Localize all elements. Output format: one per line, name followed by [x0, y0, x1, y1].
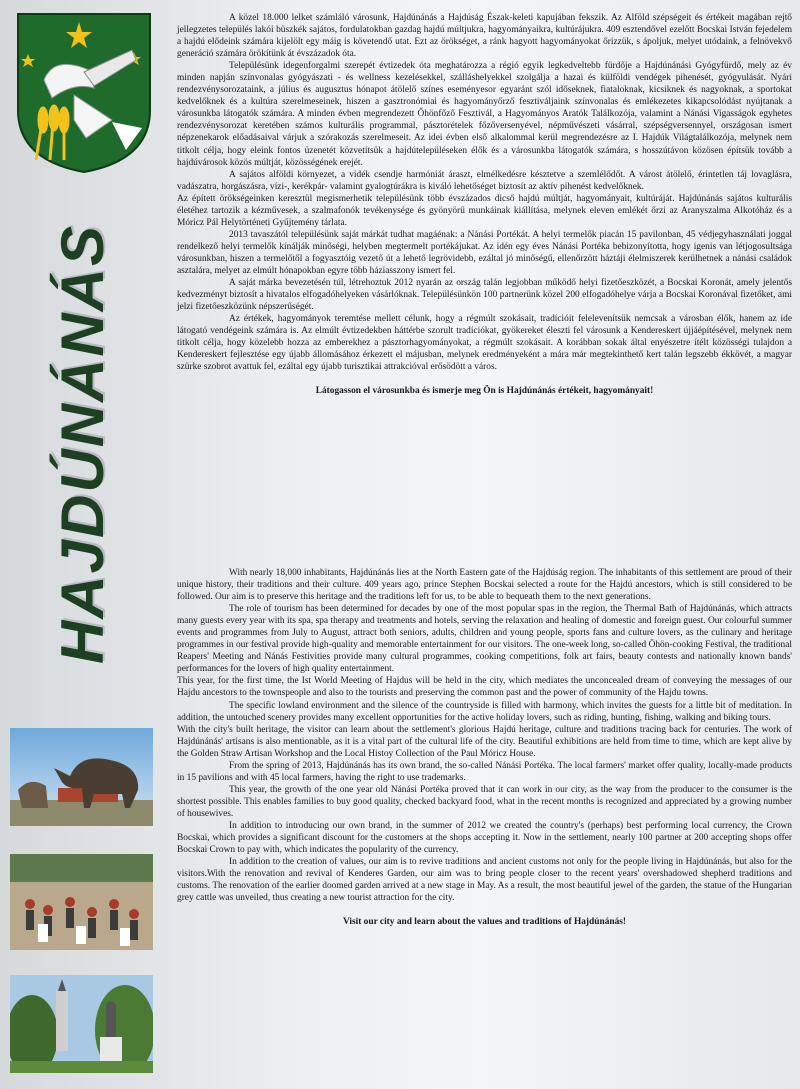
paragraph: A saját márka bevezetésén túl, létrehoztuk 2012 nyarán az ország talán legjobban működő helyi fizetőeszközét, a Bocskai Koronát, amely jelentős kedvezményt biztosít a hivatalos elfogadóhelyeken vásárlóknak. Településünkön 100 partnerünk közel 200 elfogadóhelye várja a Bocskai Koronával fizetőket, ami jelzi fizetőeszközünk népszerűségét.: [177, 278, 792, 313]
coat-of-arms: [14, 10, 154, 175]
english-text-column: [177, 567, 792, 928]
paragraph: With nearly 18,000 inhabitants, Hajdúnánás lies at the North Eastern gate of the Hajdúság region. The inhabitants of this settlement are proud of their unique history, their traditions and their culture. 409 years ago, prince Stephen Bocskai selected a route for the Hajdú ancestors, which is still considered to be followed. Our aim is to preserve this heritage and the traditions left for us, to be able to bequeath them to the next generations.: [177, 568, 792, 603]
paragraph: Településünk idegenforgalmi szerepét évtizedek óta meghatározza a régió egyik legkedveltebb fürdője a Hajdúnánási Gyógyfürdő, mely az év minden napján színvonalas gyógyászati - és wellness kezelésekkel, szálláshelyekkel szolgálja a hazai és külföldi vendégek pihenését, gyógyulását. Nyári rendezvénysorozataink, a július és augusztus hónapot átölelő színes eseményesor egyaránt szól időseknek, fiataloknak, kicsiknek és nagyoknak, a sportokat kedvelőknek és a kultúra szerelmeseinek, hiszen a gasztronómiai és hagyományőrző fesztiváljaink színvonalas és emlékezetes kikapcsolódást nyújtanak a városunkba látogatók számára. A minden évben megrendezett Őhönfőző Fesztivál, a Hagyományos Aratók Találkozója, valamint a Nánási Vigasságok egyhetes rendezvénysorozat keretében számos kulturális programmal, pásztorételek főzőversenyével, népművészeti vásárral, szépségversennyel, országosan ismert népzenekarok előadásaival várjuk a szórakozás szerelmeseit. Az idei évben első alkalommal kerül megrendezésre az I. Hajdúk Világtalálkozója, melynek nem titkolt célja, hogy eleink fontos üzenetét közvetítsük a hajdútelepüléseken élők és a városunkba látogatók számára, s hosszútávon közösen építsük tovább a hajdúvárosok közös múltját, közösségének erejét.: [177, 61, 792, 168]
paragraph: From the spring of 2013, Hajdúnánás has its own brand, the so-called Nánási Portéka. The local farmers' market offer quality, locally-made products in 15 pavilions and with 45 local farmers, having the right to use trademarks.: [177, 760, 792, 783]
coat-of-arms-icon: [14, 10, 154, 175]
paragraph: A sajátos alföldi környezet, a vidék csendje harmóniát áraszt, elmélkedésre késztetve a szemlélődőt. A várost átölelő, érintetlen táj lovaglásra, vadászatra, horgászásra, vízi-, kerékpár- valamint gyalogtúrákra is kiváló lehetőséget biztosít az aktív pihenést kedvelőknek.: [177, 169, 792, 192]
paragraph: 2013 tavaszától településünk saját márkát tudhat magáénak: a Nánási Portékát. A helyi termelők piacán 15 pavilonban, 45 védjegyhasználati joggal rendelkező helyi termelők kínálják minőségi, helyben megtermelt portékájukat. Az idén egy éves Nánási Portéka bebizonyította, hogy igenis van létjogosultsága városunkban, hiszen a termelőtől a fogyasztóig vezető út a lehető legrövidebb, ezáltal jó minőségű, ellenőrzött háztáji élelmiszerek kerülhetnek a nánási családok asztalára, melyet az elmúlt hónapokban egyre több háziasszony ismert fel.: [177, 229, 792, 276]
paragraph: This year, for the first time, the Ist World Meeting of Hajdus will be held in the city, which mediates the unconcealed dream of conveying the messages of our Hajdu ancestors to the townspeople and also to the tourists and preserving the common past and the power of community of the Hajdu towns.: [177, 676, 792, 699]
paragraph: Az épített örökségeinken keresztül megismerhetik településünk több évszázados dicső hajdú múltját, hagyományait, kultúráját. Hajdúnánás sajátos kulturális életéhez tartozik a kézművesek, a szalmafonók tevékenysége és gyönyörű munkáinak kiállítása, melynek eleven emlékét őrzi az Aranyszalma Alkotóház és a Móricz Pál Helytörténeti Gyűjtemény tárlata.: [177, 193, 792, 228]
paragraph: The role of tourism has been determined for decades by one of the most popular spas in the region, the Thermal Bath of Hajdúnánás, which attracts many guests every year with its spa, spa therapy and treatments and hotels, serving the relaxation and healing of domestic and foreign guest. Our colourful summer events and programmes from July to August, attract both seniors, adults, children and young people, sports fans and culture lovers, as the culinary and heritage programmes in our festival provide high-quality and memorable entertainment for our visitors. The one-week long, so-called Öhön-cooking Festival, the traditional Reapers' Meeting and Nánás Festivities provide many cultural programmes, cooking competitions, folk art fairs, beauty contests and nationally known bands' performances for the lovers of high quality entertainment.: [177, 604, 792, 675]
paragraph: This year, the growth of the one year old Nánási Portéka proved that it can work in our city, as the way from the producer to the consumer is the shortest possible. This enables families to buy good quality, checked backyard food, what in the recent months is recognized and appreciated by a growing number of housewives.: [177, 784, 792, 819]
photo-church-and-statue: [10, 975, 153, 1073]
call-to-action-hu: Látogasson el városunkba és ismerje meg Ön is Hajdúnánás értékeit, hagyományait!: [315, 386, 654, 397]
paragraph: Az értékek, hagyományok teremtése mellett célunk, hogy a régmúlt szokásait, tradícióit felelevenítsük nemcsak a városban élők, hanem az ide látogató vendégeink számára is. Az elmúlt évtizedekben háttérbe szorult tradíciókat, gyökereket éleszti fel városunk a Kendereskert újjáépítésével, melynek nem titkolt célja, hogy közelebb hozza az emberekhez a pásztorhagyományokat, a régmúlt szokásait. A korábban sokak által enyészetre ítélt közösségi tulajdon a Kendereskert fejlesztése egy újabb állomásához érkezett el májusban, melynek eredményeként a mára már megtekinthető kert talán legszebb ékkövét, a magyar szürke szobrot avattuk fel, ezáltal egy újabb turisztikai attrakcióval erősödött a város.: [177, 314, 792, 373]
hungarian-text-column: [177, 12, 792, 397]
paragraph: The specific lowland environment and the silence of the countryside is filled with harmony, which invites the guests for a little bit of meditation. In addition, the untouched scenery provides many excellent opportunities for the active holiday lovers, such as riding, hunting, fishing, walking and biking tours.: [177, 700, 792, 723]
call-to-action-en: Visit our city and learn about the values and traditions of Hajdúnánás!: [342, 917, 627, 928]
photo-festival-crowd: [10, 854, 153, 950]
photo-bull-statue: [10, 728, 153, 826]
paragraph: With the city's built heritage, the visitor can learn about the settlement's glorious Hajdú heritage, culture and traditions tracing back for centuries. The work of Hajdúnánás' artisans is also mentionable, as it is a vital part of the cultural life of the city. Beautiful exhibitions are held from time to time, which are kept alive by the Golden Straw Artisan Workshop and the Local Histoy Collection of the Paul Móricz House.: [177, 724, 792, 759]
paragraph: In addition to introducing our own brand, in the summer of 2012 we created the country's (perhaps) best performing local currency, the Crown Bocskai, which provides a significant discount for the customers at the shops accepting it. Now in the settlement, nearly 100 partner at 200 accepting shops offer Bocskai Crown to pay with, which indicates the popularity of the currency.: [177, 820, 792, 856]
city-title-vertical: HAJDÚNÁNÁS: [49, 223, 116, 664]
paragraph: A közel 18.000 lelket számláló városunk, Hajdúnánás a Hajdúság Észak-keleti kapujában fekszik. Az Alföld szépségeit és értékeit magában rejtő jellegzetes település lakói büszkék sajátos, fordulatokban gazdag hajdú múltjukra, hagyományaikra, kultúrájukra. 409 esztendővel ezelőtt Bocskai István fejedelem a hajdú elődeink számára kijelölt egy máig is követendő utat. Ezt az örökséget, a ránk hagyott hagyományokat őrizzük, s ápoljuk, melyet utódaink, a felnövekvő generáció számára örökítünk át évszázadok óta.: [177, 13, 792, 60]
paragraph: In addition to the creation of values, our aim is to revive traditions and ancient customs not only for the people living in Hajdúnánás, but also for the visitors.With the renovation and revival of Kenderes Garden, our aim was to bring people closer to the recent years' overshadowed shepherd traditions and customs. The renovation of the earlier doomed garden arrived at a new stage in May. As a result, the most beautiful jewel of the garden, the statue of the Hungarian grey cattle was unveiled, thus creating a new tourist attraction for the city.: [177, 857, 792, 904]
